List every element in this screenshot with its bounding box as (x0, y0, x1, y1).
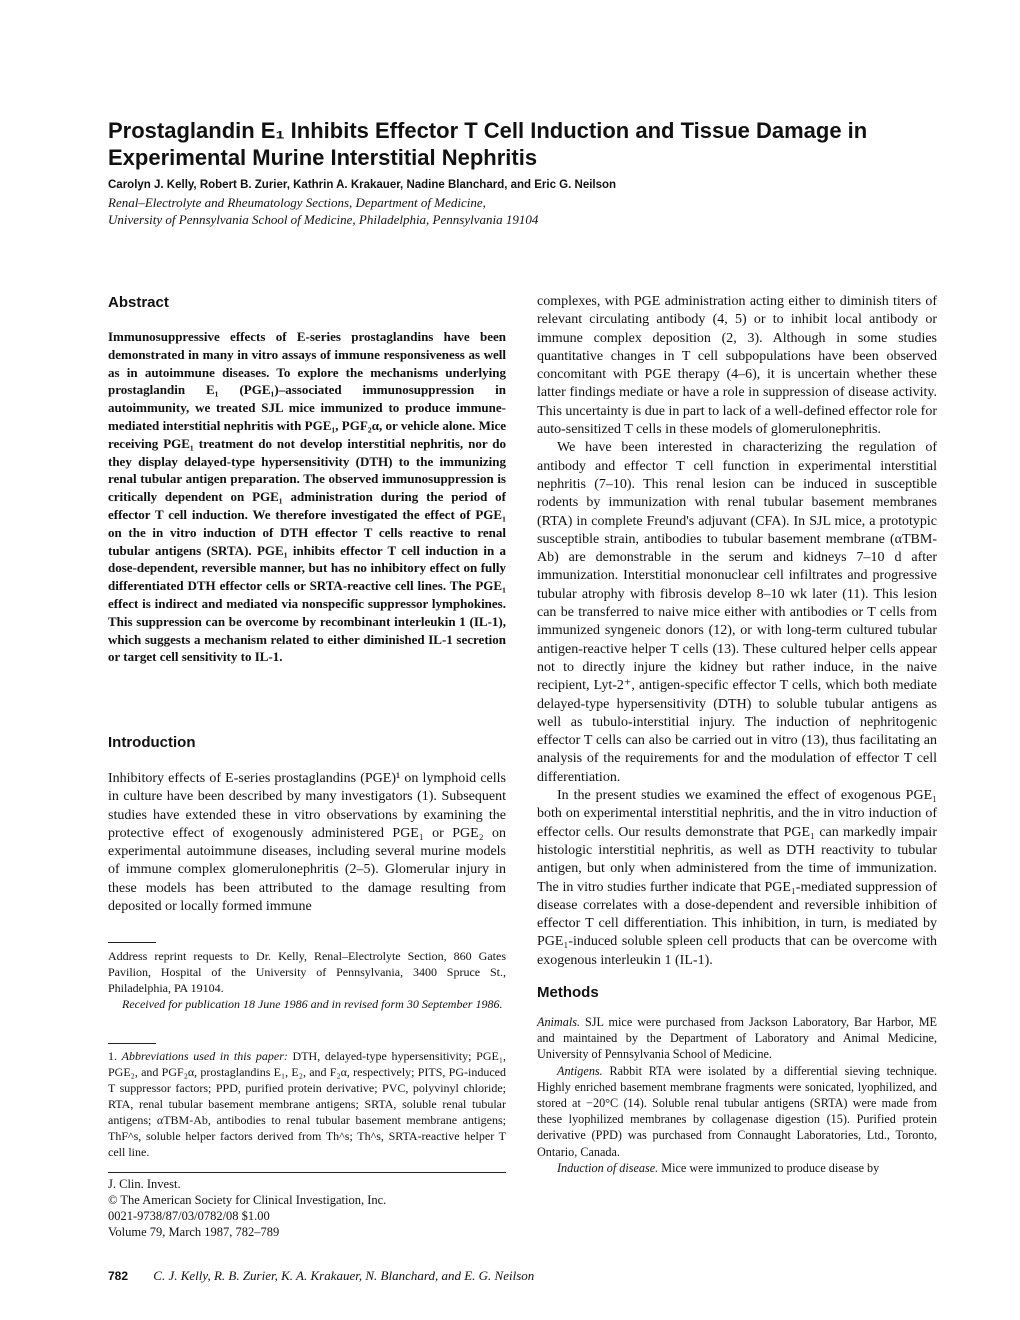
page-footer (108, 1268, 534, 1284)
antigens-text: Rabbit RTA were isolated by a differential sieving technique. Highly enriched basement membrane fragments were sonicated, lyophilized, and stored at −20°C (14). Soluble renal tubular antigens (SRTA) were made from these lyophilized membranes by collagenase digestion (15). Purified protein derivative (PPD) was purchased from Connaught Laboratories, Ltd., Toronto, Ontario, Canada. (537, 1063, 938, 1159)
running-head: C. J. Kelly, R. B. Zurier, K. A. Krakauer, N. Blanchard, and E. G. Neilson (153, 1268, 535, 1283)
received-date: Received for publication 18 June 1986 and in revised form 30 September 1986. (122, 997, 503, 1011)
methods-induction (537, 1160, 937, 1176)
affiliation-line-1: Renal–Electrolyte and Rheumatology Sections, Department of Medicine, (108, 195, 486, 210)
introduction-text: Inhibitory effects of E-series prostaglandins (PGE)¹ on lymphoid cells in culture have been described by many investigators (1). Subsequent studies have extended these in vitro observations by examining the protective effect of exogenously administered PGE₁ or PGE₂ on experimental autoimmune diseases, including several murine models of immune complex glomerulonephritis (2–5). Glomerular injury in these models has been attributed to the damage resulting from deposited or locally formed immune (108, 771, 506, 915)
reprint-address: Address reprint requests to Dr. Kelly, Renal–Electrolyte Section, 860 Gates Pavilion, Hospital of the University of Pennsylvania, 3400 Spruce St., Philadelphia, PA 19104. (108, 949, 506, 995)
abbreviations-text: DTH, delayed-type hypersensitivity; PGE₁, PGE₂, and PGF₂α, prostaglandins E₁, E₂, and F₂α, respectively; PITS, PG-induced T suppressor factors; PPD, purified protein derivative; PVC, polyvinyl chloride; RTA, renal tubular basement membrane antigens; SRTA, soluble renal tubular antigens; αTBM-Ab, antibodies to renal tubular basement membrane antigens; ThF^s, soluble helper factors derived from Th^s; Th^s, SRTA-reactive helper T cell line. (108, 1049, 507, 1159)
induction-label: Induction of disease. (557, 1160, 659, 1175)
publication-info (108, 1176, 506, 1240)
induction-text: Mice were immunized to produce disease by (661, 1160, 880, 1175)
volume-line: Volume 79, March 1987, 782–789 (108, 1225, 280, 1239)
abstract-section (108, 294, 506, 666)
body-paragraph-1: complexes, with PGE administration acting either to diminish titers of relevant circulating antibody (4, 5) or to inhibit local antibody or immune complex deposition (2, 3). Although in some studies quantitative changes in T cell subpopulations have been observed concomitant with PGE therapy (4–6), it is uncertain whether these latter findings mediate or have a role in suppression of disease activity. This uncertainty is due in part to lack of a well-defined effector role for auto-sensitized T cells in these models of glomerulonephritis. (537, 294, 937, 438)
abbreviations-rule (108, 1043, 156, 1044)
methods-heading: Methods (537, 983, 599, 1001)
journal-name: J. Clin. Invest. (108, 1177, 181, 1191)
author-list: Carolyn J. Kelly, Robert B. Zurier, Kathrin A. Krakauer, Nadine Blanchard, and Eric G. Neilson (108, 179, 617, 191)
copyright-line: © The American Society for Clinical Investigation, Inc. (108, 1193, 387, 1207)
abbreviations-number: 1. (108, 1049, 117, 1063)
footnote-rule (108, 942, 156, 943)
animals-label: Animals. (537, 1014, 580, 1029)
body-paragraph-2: We have been interested in characterizing the regulation of antibody and effector T cell function in experimental interstitial nephritis (7–10). This renal lesion can be induced in susceptible rodents by immunization with renal tubular basement membranes (RTA) in complete Freund's adjuvant (CFA). In SJL mice, a prototypic susceptible strain, antibodies to tubular basement membrane (αTBM-Ab) are demonstrable in the serum and kidneys 7–10 d after immunization. Interstitial mononuclear cell infiltrates and progressive tubular atrophy with fibrosis develop 8–10 wk later (11). This lesion can be transferred to naive mice either with antibodies or T cells from immunized syngeneic donors (12), or with long-term cultured tubular antigen-reactive helper T cells (13). These cultured helper cells appear not to directly injure the kidney but rather induce, in the naive recipient, Lyt-2⁺, antigen-specific effector T cells, which both mediate delayed-type hypersensitivity (DTH) to soluble tubular antigens as well as tubulo-interstitial injury. The induction of nephritogenic effector T cells can also be carried out in vitro (13), thus facilitating an analysis of the requirements for and the modulation of effector T cell differentiation. (537, 440, 937, 785)
address-footnote (108, 948, 506, 1012)
introduction-section (108, 734, 506, 916)
abstract-heading: Abstract (108, 294, 169, 311)
animals-text: SJL mice were purchased from Jackson Laboratory, Bar Harbor, ME and maintained by the Department of Laboratory and Animal Medicine, University of Pennsylvania School of Medicine. (537, 1014, 938, 1062)
affiliation-line-2: University of Pennsylvania School of Medicine, Philadelphia, Pennsylvania 19104 (108, 212, 539, 227)
introduction-heading: Introduction (108, 734, 196, 751)
antigens-label: Antigens. (557, 1063, 603, 1078)
methods-antigens (537, 1063, 937, 1160)
methods-animals (537, 1014, 937, 1063)
publication-rule (108, 1172, 506, 1173)
abbreviations-label: Abbreviations used in this paper: (121, 1049, 288, 1063)
right-column (537, 293, 937, 1176)
body-paragraph-3: In the present studies we examined the effect of exogenous PGE₁ both on experimental interstitial nephritis, and the in vitro induction of effector cells. Our results demonstrate that PGE₁ can markedly impair histologic interstitial nephritis, as well as DTH reactivity to tubular antigen, but only when administered from the time of immunization. The in vitro studies further indicate that PGE₁-mediated suppression of disease correlates with a dose-dependent and reversible inhibition of effector T cell differentiation. This inhibition, in turn, is mediated by PGE₁-induced soluble spleen cell products that can be overcome with exogenous interleukin 1 (IL-1). (537, 788, 937, 968)
issn-line: 0021-9738/87/03/0782/08 $1.00 (108, 1209, 270, 1223)
abstract-text: Immunosuppressive effects of E-series prostaglandins have been demonstrated in many in vitro assays of immune responsiveness as well as in autoimmune diseases. To explore the mechanisms underlying prostaglandin E₁ (PGE₁)–associated immunosuppression in autoimmunity, we treated SJL mice immunized to produce immune-mediated interstitial nephritis with PGE₁, PGF₂α, or vehicle alone. Mice receiving PGE₁ treatment do not develop interstitial nephritis, nor do they display delayed-type hypersensitivity (DTH) to the immunizing renal tubular antigen preparation. The observed immunosuppression is critically dependent on PGE₁ administration during the period of effector T cell induction. We therefore investigated the effect of PGE₁ on the in vitro induction of DTH effector T cells reactive to renal tubular antigens (SRTA). PGE₁ inhibits effector T cell induction in a dose-dependent, reversible manner, but has no inhibitory effect on fully differentiated DTH effector cells or SRTA-reactive cell lines. The PGE₁ effect is indirect and mediated via nonspecific suppressor lymphokines. This suppression can be overcome by recombinant interleukin 1 (IL-1), which suggests a mechanism related to either diminished IL-1 secretion or target cell sensitivity to IL-1. (108, 329, 506, 665)
article-title: Prostaglandin E₁ Inhibits Effector T Cell Induction and Tissue Damage in Experimental Murine Interstitial Nephritis (108, 118, 868, 170)
abbreviations-footnote (108, 1048, 506, 1160)
page-number: 782 (108, 1269, 129, 1283)
